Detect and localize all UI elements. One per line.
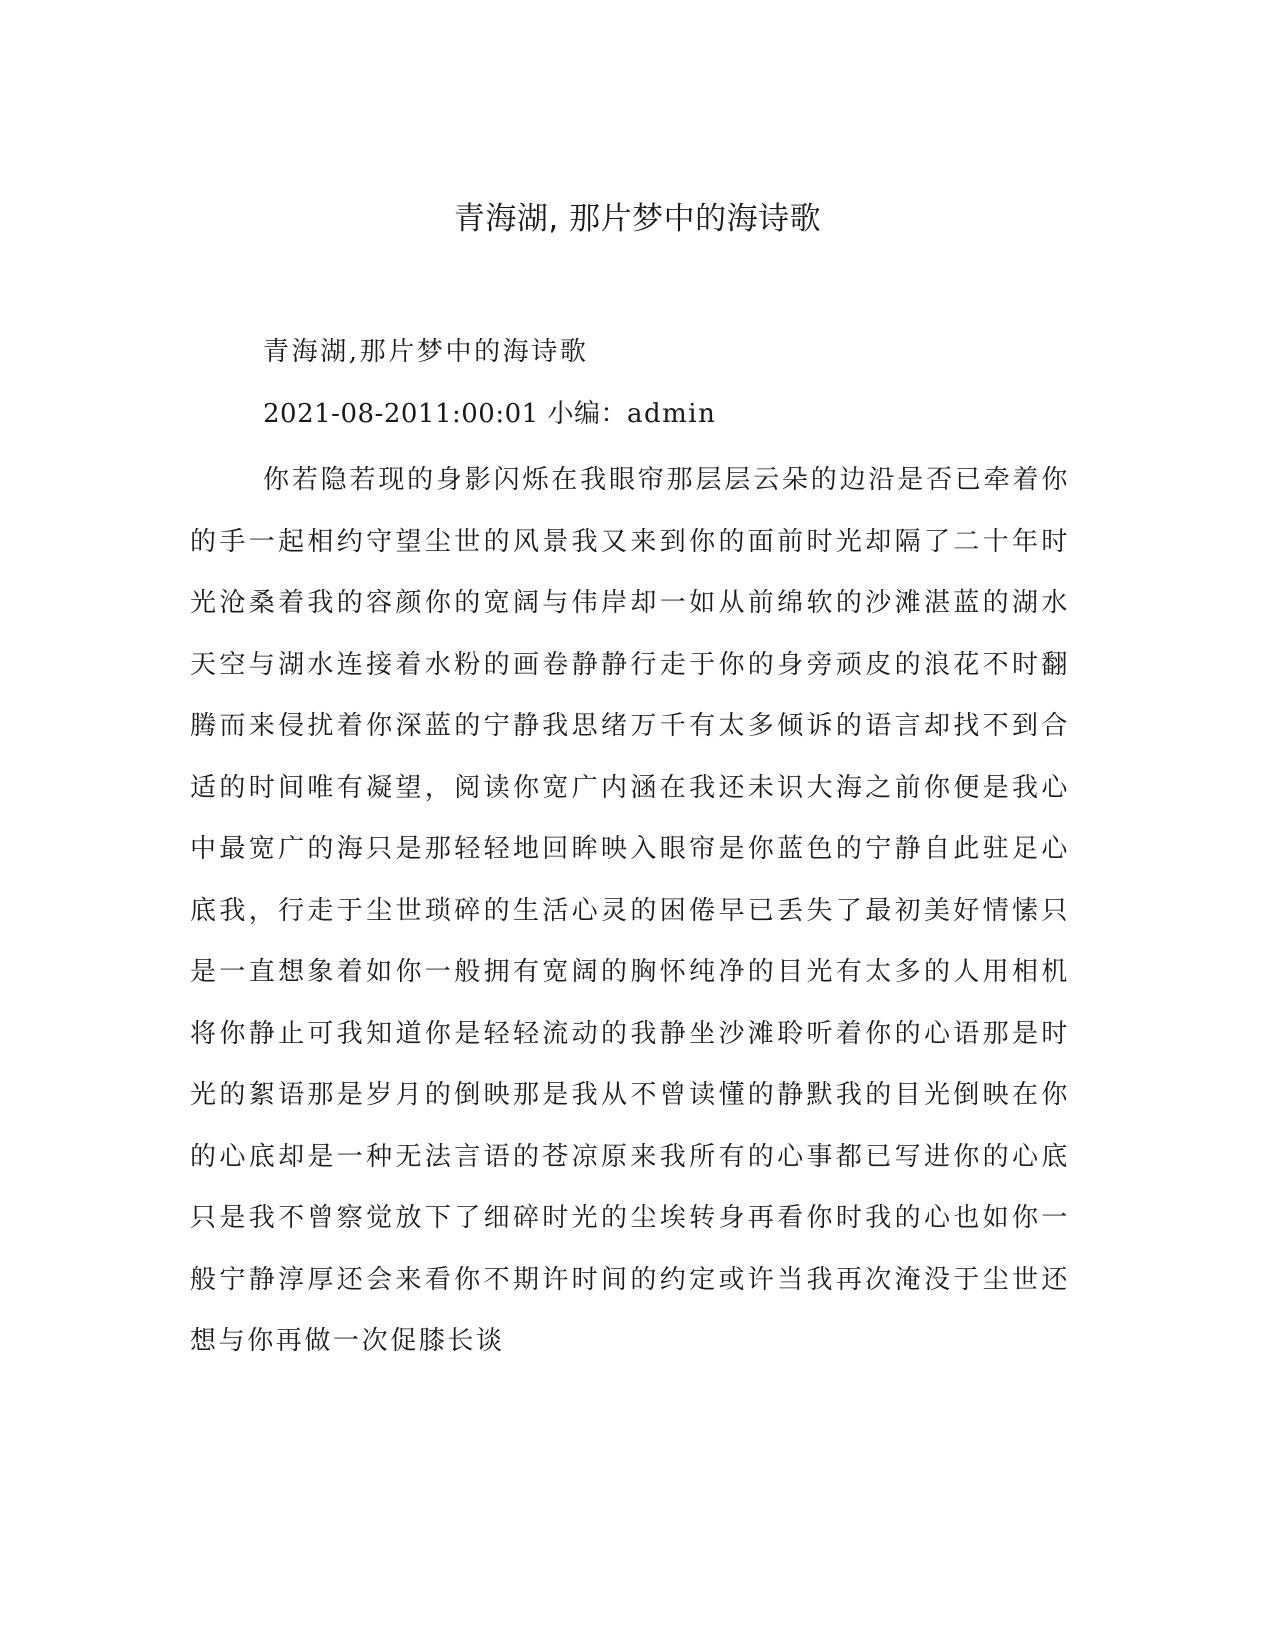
author-name: admin — [626, 399, 717, 429]
article-meta — [190, 390, 1070, 438]
article-subtitle: 青海湖,那片梦中的海诗歌 — [263, 337, 589, 367]
page-title: 青海湖, 那片梦中的海诗歌 — [453, 201, 822, 237]
document-content — [190, 328, 1070, 1373]
author-label: 小编： — [547, 399, 627, 429]
article-datetime: 2021-08-2011:00:01 — [263, 399, 539, 429]
article-body: 你若隐若现的身影闪烁在我眼帘那层层云朵的边沿是否已牵着你的手一起相约守望尘世的风景我又来到你的面前时光却隔了二十年时光沧桑着我的容颜你的宽阔与伟岸却一如从前绵软的沙滩湛蓝的湖水天空与湖水连接着水粉的画卷静静行走于你的身旁顽皮的浪花不时翻腾而来侵扰着你深蓝的宁静我思绪万千有太多倾诉的语言却找不到合适的时间唯有凝望，阅读你宽广内涵在我还未识大海之前你便是我心中最宽广的海只是那轻轻地回眸映入眼帘是你蓝色的宁静自此驻足心底我，行走于尘世琐碎的生活心灵的困倦早已丢失了最初美好情愫只是一直想象着如你一般拥有宽阔的胸怀纯净的目光有太多的人用相机将你静止可我知道你是轻轻流动的我静坐沙滩聆听着你的心语那是时光的絮语那是岁月的倒映那是我从不曾读懂的静默我的目光倒映在你的心底却是一种无法言语的苍凉原来我所有的心事都已写进你的心底只是我不曾察觉放下了细碎时光的尘埃转身再看你时我的心也如你一般宁静淳厚还会来看你不期许时间的约定或许当我再次淹没于尘世还想与你再做一次促膝长谈 — [190, 465, 1070, 1356]
